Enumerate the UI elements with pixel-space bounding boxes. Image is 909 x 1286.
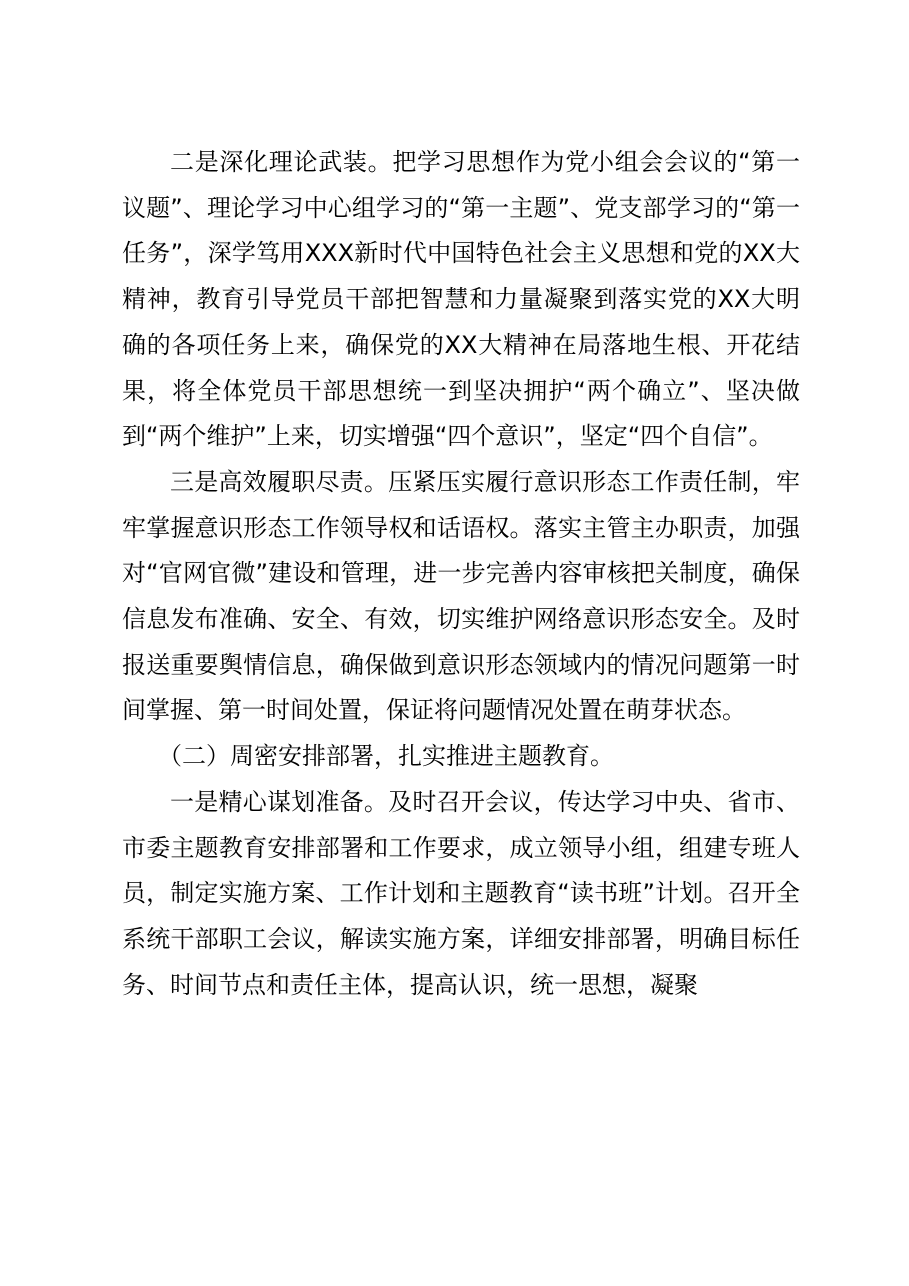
section-heading: （二）周密安排部署，扎实推进主题教育。 [158,742,614,771]
paragraph-duty-fulfillment: 三是高效履职尽责。压紧压实履行意识形态工作责任制，牢牢掌握意识形态工作领导权和话语权。落实主管主办职责，加强对“官网官微”建设和管理，进一步完善内容审核把关制度，确保信息发布准确、安全、有效，切实维护网络意识形态安全。及时报送重要舆情信息，确保做到意识形态领域内的情况问题第一时间掌握、第一时间处置，保证将问题情况处置在萌芽状态。 [122,467,800,725]
paragraph-theory-armament: 二是深化理论武装。把学习思想作为党小组会会议的“第一议题”、理论学习中心组学习的“第一主题”、党支部学习的“第一任务”，深学笃用XXX新时代中国特色社会主义思想和党的XX大精神，教育引导党员干部把智慧和力量凝聚到落实党的XX大明确的各项任务上来，确保党的XX大精神在局落地生根、开花结果，将全体党员干部思想统一到坚决拥护“两个确立”、坚决做到“两个维护”上来，切实增强“四个意识”，坚定“四个自信”。 [122,148,800,451]
paragraph-planning-preparation: 一是精心谋划准备。及时召开会议，传达学习中央、省市、市委主题教育安排部署和工作要求，成立领导小组，组建专班人员，制定实施方案、工作计划和主题教育“读书班”计划。召开全系统干部职工会议，解读实施方案，详细安排部署，明确目标任务、时间节点和责任主体，提高认识，统一思想，凝聚 [122,787,800,999]
document-body [122,140,800,1008]
